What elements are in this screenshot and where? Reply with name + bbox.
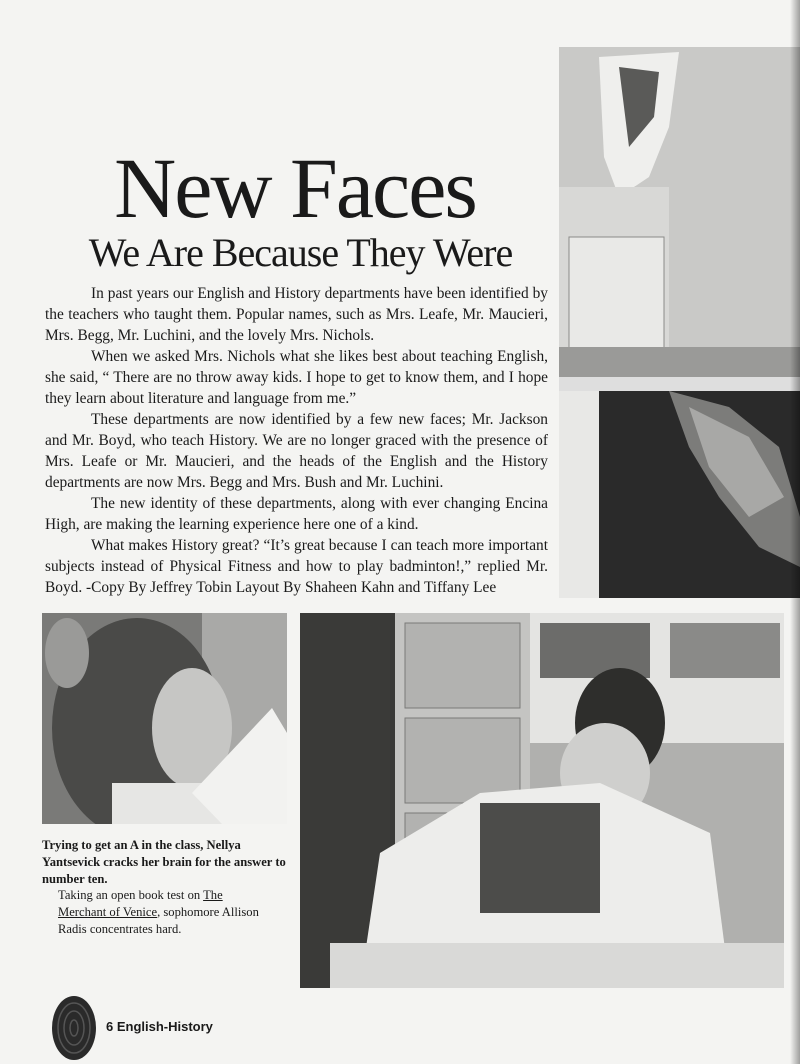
article-paragraph: These departments are now identified by a few new faces; Mr. Jackson and Mr. Boyd, who teach History. We are no longer graced with the presence of Mrs. Leafe or Mr. Maucieri, and the heads of the English and the History departments are now Mrs. Begg and Mrs. Bush and Mr. Luchini.: [45, 411, 548, 491]
binding-shadow: [790, 0, 800, 1064]
article-paragraph: When we asked Mrs. Nichols what she likes best about teaching English, she said, “ There are no throw away kids. I hope to get to know them, and I hope they learn about literature and language from me.”: [45, 348, 548, 407]
article-paragraph: The new identity of these departments, along with ever changing Encina High, are making the learning experience here one of a kind.: [45, 495, 548, 533]
caption-text-before: Taking an open book test on: [58, 888, 204, 902]
thumbprint-icon: [46, 988, 102, 1062]
student-writing-test-photo: [300, 613, 784, 988]
classroom-map-photo: [559, 47, 800, 598]
caption-text-after: , sophomore Allison Radis concentrates hard.: [58, 905, 259, 936]
page-folio: 6 English-History: [106, 1019, 213, 1034]
book-title: The Merchant of Venice: [58, 888, 223, 919]
page-subtitle: We Are Because They Were: [88, 230, 513, 275]
student-reading-photo: [42, 613, 287, 824]
page-title: New Faces: [114, 140, 476, 236]
article-paragraph: What makes History great? “It’s great because I can teach more important subjects instead of Physical Fitness and how to play badminton!,” replied Mr. Boyd. -Copy By Jeffrey Tobin Layout By Shaheen Kahn and Tiffany Lee: [45, 537, 548, 596]
article-paragraph: In past years our English and History departments have been identified by the teachers who taught them. Popular names, such as Mrs. Leafe, Mr. Maucieri, Mrs. Begg, Mr. Luchini, and the lovely Mrs. Nichols.: [45, 285, 548, 344]
article-body: [45, 283, 548, 598]
photo-caption-right: [58, 887, 273, 938]
photo-caption-left: Trying to get an A in the class, Nellya Yantsevick cracks her brain for the answer to number ten.: [42, 838, 286, 886]
